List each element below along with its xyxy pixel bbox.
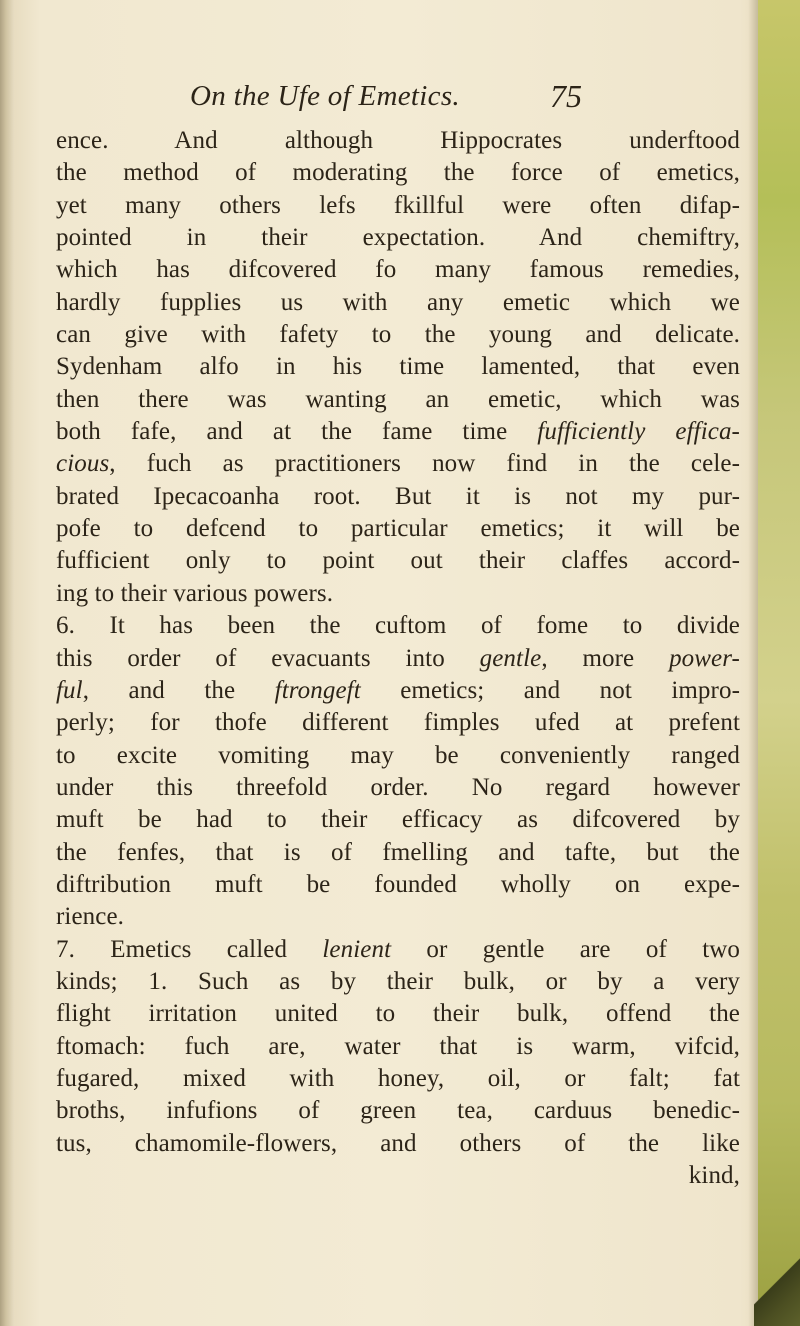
text-line: brated Ipecacoanha root. But it is not my pur- xyxy=(56,482,740,510)
text-line: kinds; 1. Such as by their bulk, or by a very xyxy=(56,967,740,995)
text-line: under this threefold order. No regard however xyxy=(56,773,740,801)
text-line: then there was wanting an emetic, which was xyxy=(56,385,740,413)
text-line: tus, chamomile-flowers, and others of the like xyxy=(56,1129,740,1157)
adjacent-page-edge xyxy=(758,0,800,1326)
text-line: hardly fupplies us with any emetic which we xyxy=(56,288,740,316)
text-line: perly; for thofe different fimples ufed at prefent xyxy=(56,709,740,737)
text-line: pointed in their expectation. And chemiftry, xyxy=(56,224,740,252)
text-line: ftomach: fuch are, water that is warm, vifcid, xyxy=(56,1032,740,1060)
text-line: 7. Emetics called lenient or gentle are of two xyxy=(56,935,741,963)
body-text xyxy=(56,125,740,1192)
text-line: ence. And although Hippocrates underftood xyxy=(56,127,740,154)
page-number: 75 xyxy=(550,78,582,114)
text-line: pofe to defcend to particular emetics; it will be xyxy=(56,515,740,543)
text-line: both fafe, and at the fame time fufficiently effica- xyxy=(56,418,740,446)
text-line: 6. It has been the cuftom of fome to divide xyxy=(56,612,740,640)
text-line: broths, infufions of green tea, carduus benedic- xyxy=(56,1097,740,1125)
text-line: kind, xyxy=(688,1162,740,1189)
page-gutter xyxy=(0,0,14,1326)
text-line: Sydenham alfo in his time lamented, that even xyxy=(56,353,740,381)
text-line: ing to their various powers. xyxy=(56,579,334,607)
text-line: fufficient only to point out their claffes accord- xyxy=(56,547,740,575)
text-line: cious, fuch as practitioners now find in the cele- xyxy=(56,450,740,478)
text-line: muft be had to their efficacy as difcovered by xyxy=(56,806,740,834)
text-line: the fenfes, that is of fmelling and tafte, but the xyxy=(56,838,740,866)
text-line: the method of moderating the force of emetics, xyxy=(56,159,740,187)
running-header xyxy=(190,78,750,118)
text-line: diftribution muft be founded wholly on expe- xyxy=(56,870,740,898)
text-line: fugared, mixed with honey, oil, or falt; fat xyxy=(56,1064,740,1092)
text-line: flight irritation united to their bulk, offend the xyxy=(56,1000,740,1028)
page-edge-shadow xyxy=(748,0,758,1326)
text-line: to excite vomiting may be conveniently ranged xyxy=(56,741,740,769)
text-line: which has difcovered fo many famous remedies, xyxy=(56,256,740,284)
text-line: can give with fafety to the young and delicate. xyxy=(56,321,740,349)
text-line: ful, and the ftrongeft emetics; and not impro- xyxy=(56,676,740,704)
corner-shadow xyxy=(754,1248,800,1326)
running-title: On the Ufe of Emetics. xyxy=(190,80,460,112)
text-line: this order of evacuants into gentle, more power- xyxy=(56,644,740,672)
text-line: yet many others lefs fkillful were often difap- xyxy=(56,191,740,219)
text-line: rience. xyxy=(56,903,125,931)
